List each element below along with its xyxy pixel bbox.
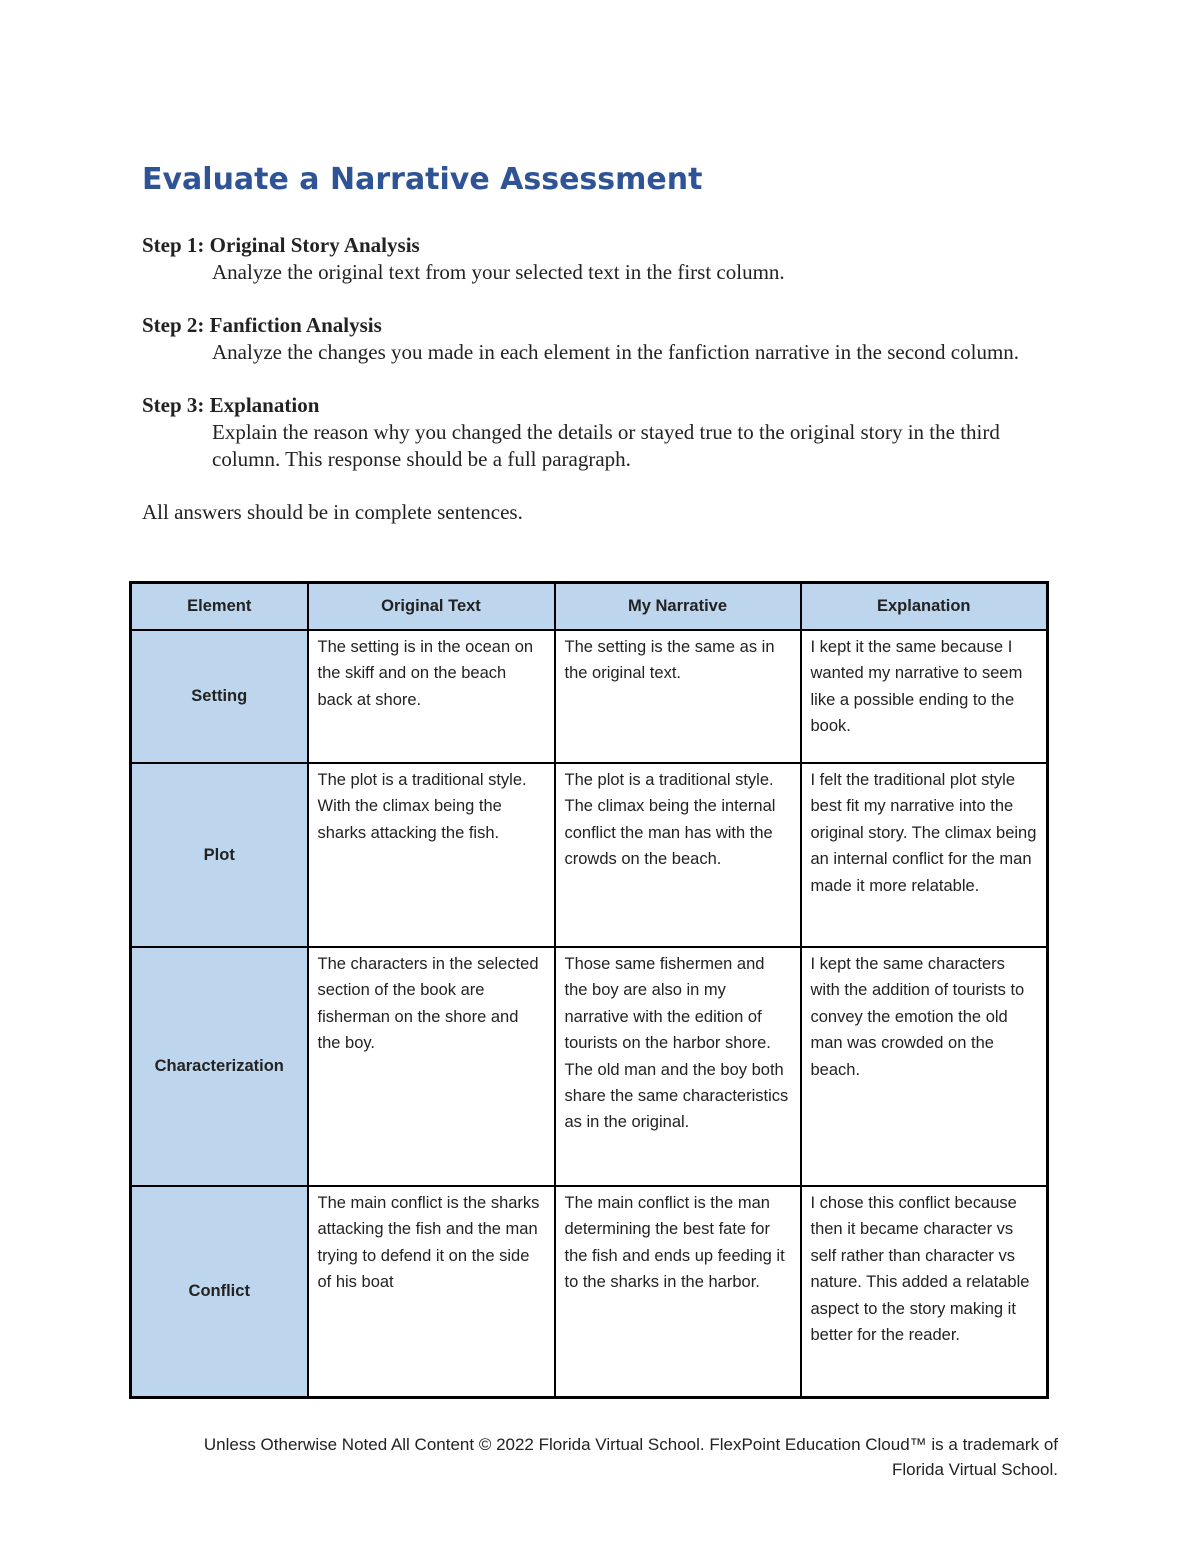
step-heading: Step 3: Explanation	[142, 393, 320, 417]
table-row	[131, 763, 1048, 947]
analysis-table	[129, 581, 1049, 1399]
original-cell: The setting is in the ocean on the skiff and on the beach back at shore.	[308, 630, 555, 763]
step-3	[142, 392, 1062, 473]
step-body: Analyze the original text from your selected text in the first column.	[212, 260, 785, 284]
element-cell: Conflict	[131, 1186, 308, 1397]
instructions	[142, 232, 1062, 526]
header-my-narrative: My Narrative	[555, 583, 801, 631]
element-cell: Characterization	[131, 947, 308, 1186]
footer-copyright: Unless Otherwise Noted All Content © 2022 Florida Virtual School. FlexPoint Education Cloud™ is a trademark of Florida Virtual School.	[203, 1435, 1058, 1479]
header-element: Element	[131, 583, 308, 631]
original-cell: The characters in the selected section of the book are fisherman on the shore and the boy.	[308, 947, 555, 1186]
narrative-cell: The setting is the same as in the original text.	[555, 630, 801, 763]
element-cell: Setting	[131, 630, 308, 763]
step-body: Explain the reason why you changed the details or stayed true to the original story in the third column. This response should be a full paragraph.	[212, 420, 1000, 471]
narrative-cell: The main conflict is the man determining the best fate for the fish and ends up feeding it to the sharks in the harbor.	[555, 1186, 801, 1397]
note: All answers should be in complete sentences.	[142, 500, 523, 524]
table-row	[131, 1186, 1048, 1397]
original-cell: The plot is a traditional style. With the climax being the sharks attacking the fish.	[308, 763, 555, 947]
original-cell: The main conflict is the sharks attacking the fish and the man trying to defend it on the side of his boat	[308, 1186, 555, 1397]
step-heading: Step 2: Fanfiction Analysis	[142, 313, 382, 337]
explanation-cell: I kept it the same because I wanted my narrative to seem like a possible ending to the book.	[801, 630, 1048, 763]
table-header-row	[131, 583, 1048, 631]
explanation-cell: I kept the same characters with the addition of tourists to convey the emotion the old man was crowded on the beach.	[801, 947, 1048, 1186]
page-title: Evaluate a Narrative Assessment	[142, 162, 703, 197]
step-heading: Step 1: Original Story Analysis	[142, 233, 420, 257]
narrative-cell: The plot is a traditional style. The climax being the internal conflict the man has with the crowds on the beach.	[555, 763, 801, 947]
table-row	[131, 947, 1048, 1186]
header-original-text: Original Text	[308, 583, 555, 631]
narrative-cell: Those same fishermen and the boy are also in my narrative with the edition of tourists on the harbor shore. The old man and the boy both share the same characteristics as in the original.	[555, 947, 801, 1186]
step-1	[142, 232, 1062, 286]
step-body: Analyze the changes you made in each element in the fanfiction narrative in the second column.	[212, 340, 1020, 364]
element-cell: Plot	[131, 763, 308, 947]
explanation-cell: I chose this conflict because then it became character vs self rather than character vs nature. This added a relatable aspect to the story making it better for the reader.	[801, 1186, 1048, 1397]
table-row	[131, 630, 1048, 763]
header-explanation: Explanation	[801, 583, 1048, 631]
step-2	[142, 312, 1062, 366]
explanation-cell: I felt the traditional plot style best fit my narrative into the original story. The climax being an internal conflict for the man made it more relatable.	[801, 763, 1048, 947]
